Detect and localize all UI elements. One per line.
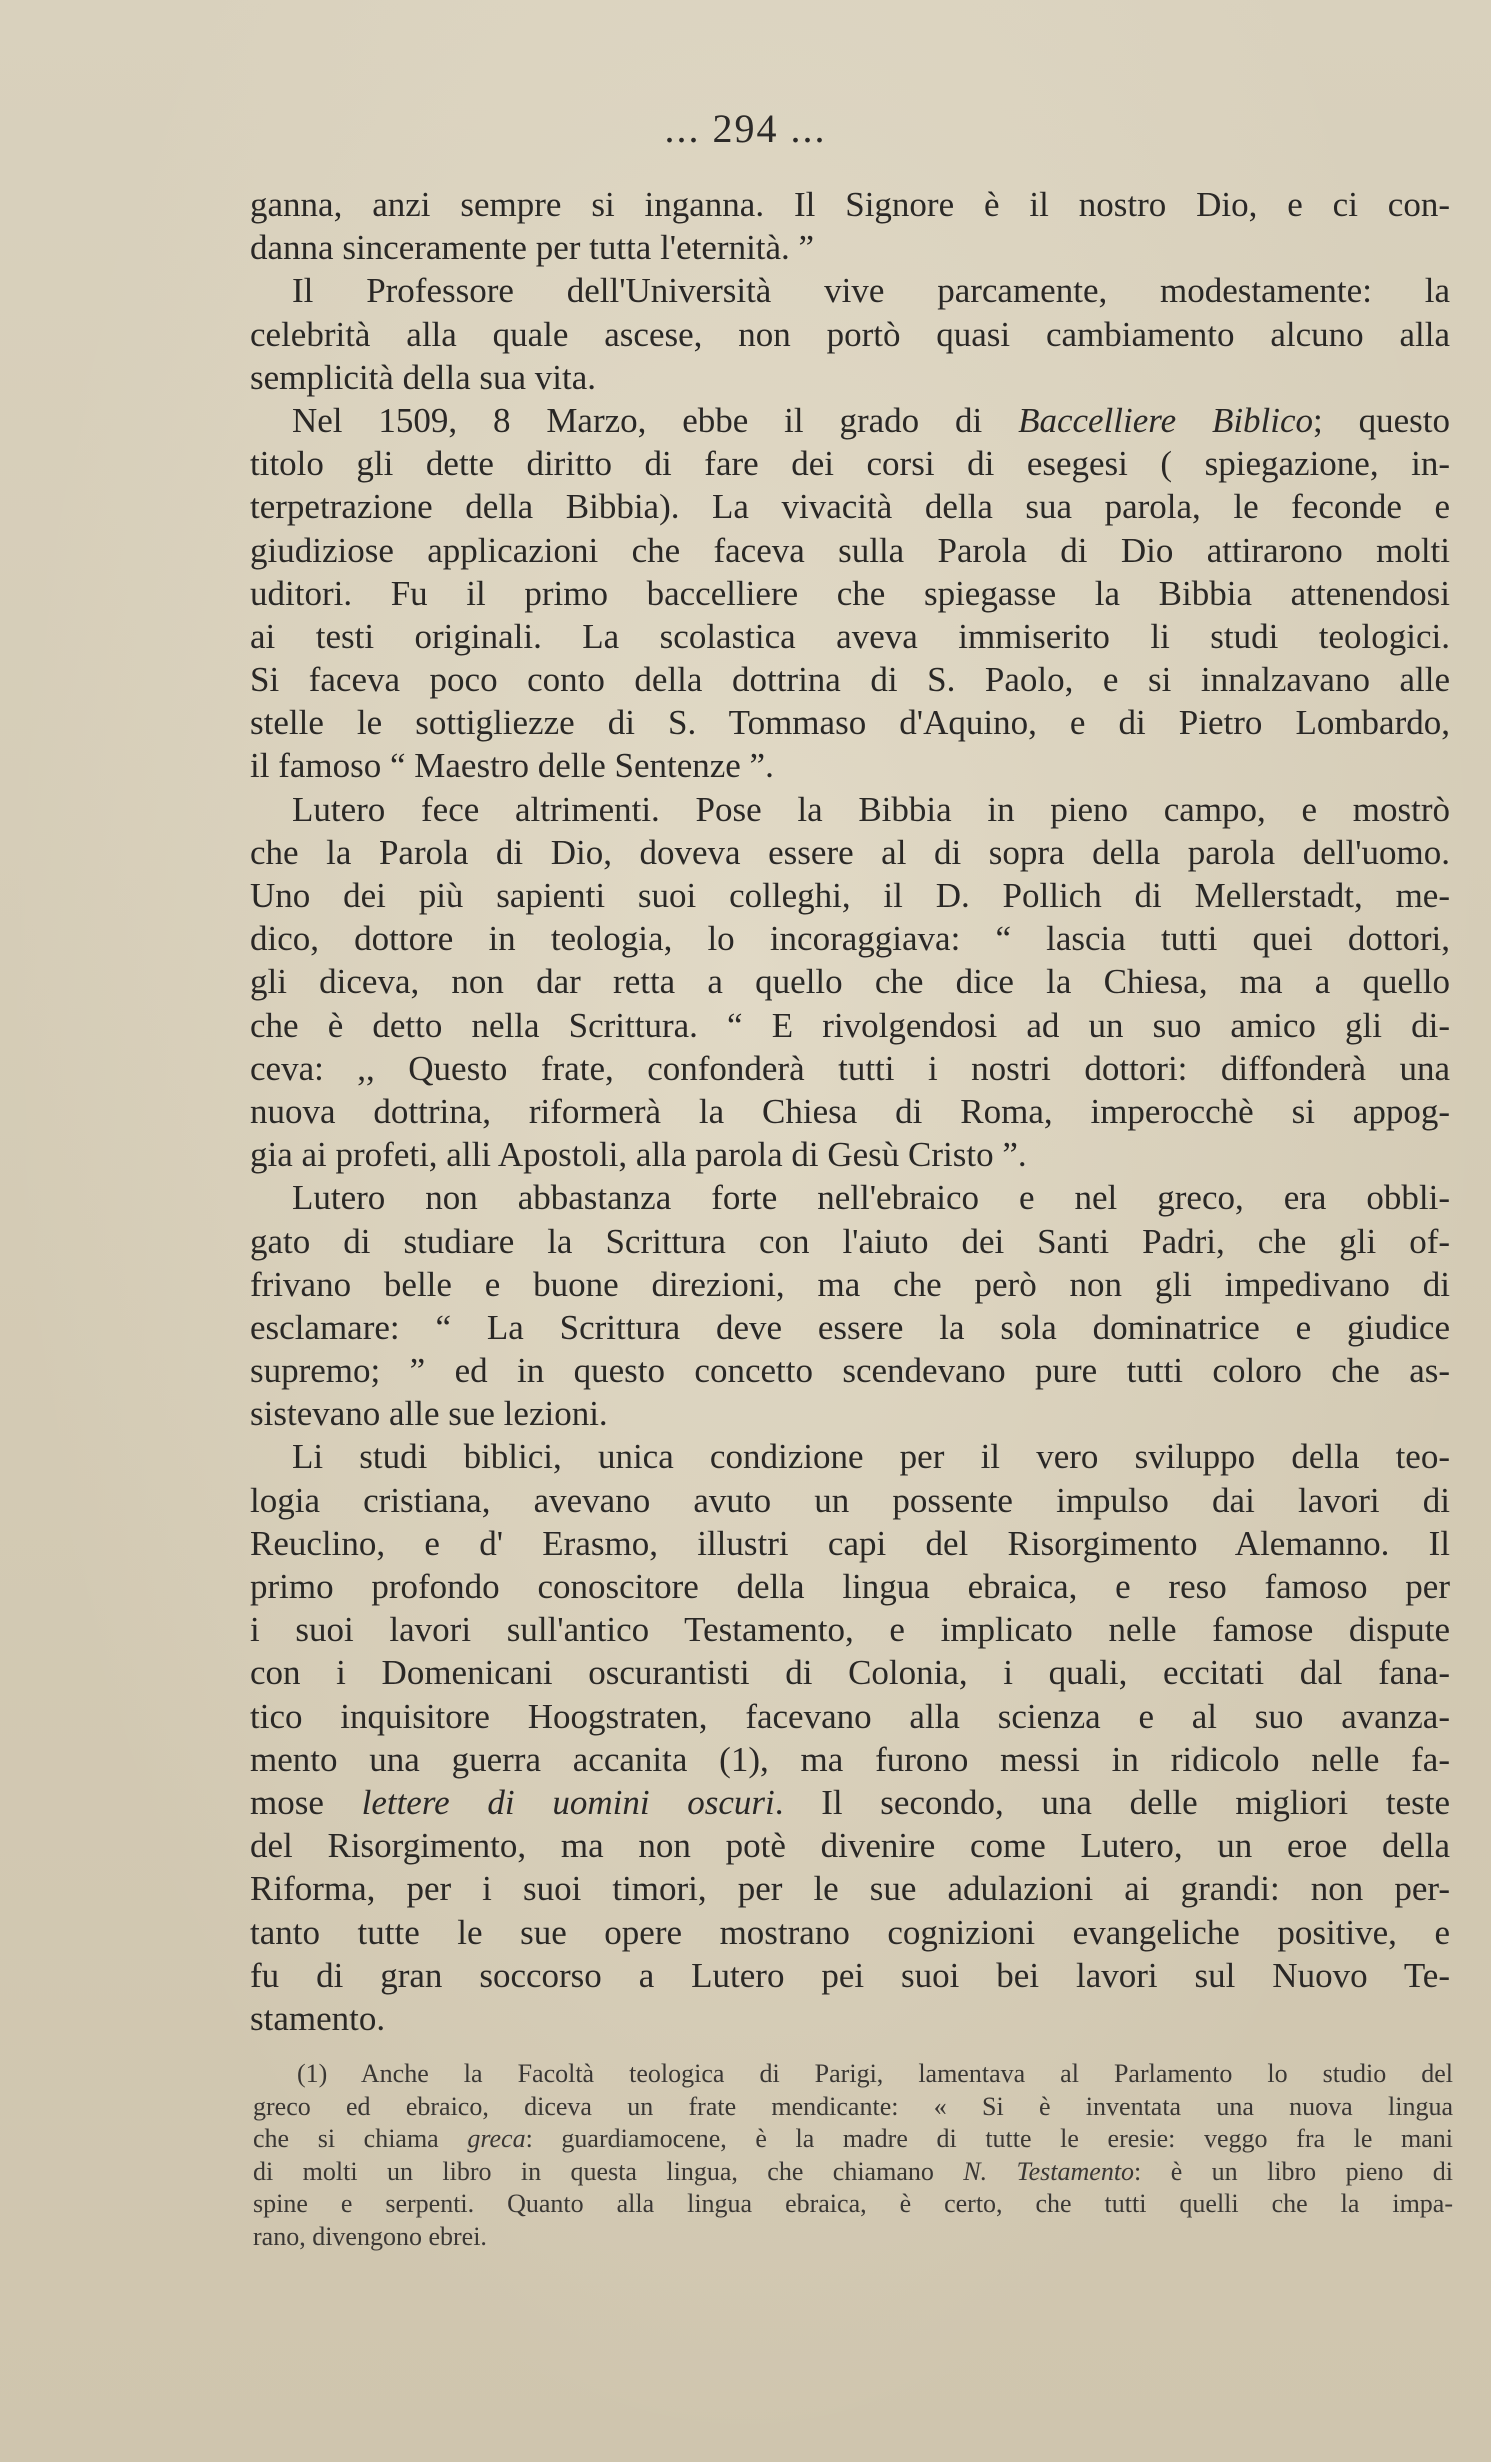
text-line: terpetrazione della Bibbia). La vivacità della sua parola, le feconde e	[250, 487, 1450, 527]
text-line-lettere: mose lettere di uomini oscuri. Il secondo, una delle migliori teste	[250, 1782, 1450, 1822]
text-line: stamento.	[250, 1998, 386, 2038]
text-line: titolo gli dette diritto di fare dei corsi di esegesi ( spiegazione, in-	[250, 444, 1450, 484]
text-line: danna sinceramente per tutta l'eternità. ”	[250, 228, 815, 268]
text-line: Li studi biblici, unica condizione per il vero sviluppo della teo-	[292, 1437, 1450, 1477]
text-line: Il Professore dell'Università vive parcamente, modestamente: la	[292, 271, 1450, 311]
footnote-line: rano, divengono ebrei.	[253, 2221, 487, 2251]
text-line: gia ai profeti, alli Apostoli, alla parola di Gesù Cristo ”.	[250, 1135, 1027, 1175]
text-line: Uno dei più sapienti suoi colleghi, il D. Pollich di Mellerstadt, me-	[250, 876, 1450, 915]
text-line: Si faceva poco conto della dottrina di S. Paolo, e si innalzavano alle	[250, 660, 1450, 700]
text-line: frivano belle e buone direzioni, ma che però non gli impedivano di	[250, 1264, 1450, 1304]
text-line: dico, dottore in teologia, lo incoraggiava: “ lascia tutti quei dottori,	[250, 919, 1450, 959]
text-line: mento una guerra accanita (1), ma furono messi in ridicolo nelle fa-	[250, 1739, 1450, 1779]
text-line: ganna, anzi sempre si inganna. Il Signore è il nostro Dio, e ci con-	[250, 185, 1450, 224]
text-line: gli diceva, non dar retta a quello che dice la Chiesa, ma a quello	[250, 962, 1450, 1002]
text-line: giudiziose applicazioni che faceva sulla Parola di Dio attirarono molti	[250, 530, 1450, 570]
footnote-line: greco ed ebraico, diceva un frate mendicante: « Si è inventata una nuova lingua	[253, 2091, 1453, 2121]
text-line: che la Parola di Dio, doveva essere al di sopra della parola dell'uomo.	[250, 832, 1450, 872]
text-line: i suoi lavori sull'antico Testamento, e implicato nelle famose dispute	[250, 1610, 1450, 1650]
text-line: stelle le sottigliezze di S. Tommaso d'Aquino, e di Pietro Lombardo,	[250, 703, 1450, 743]
text-line: Reuclino, e d' Erasmo, illustri capi del Risorgimento Alemanno. Il	[250, 1523, 1450, 1563]
text-line: il famoso “ Maestro delle Sentenze ”.	[250, 746, 774, 786]
text-line: che è detto nella Scrittura. “ E rivolgendosi ad un suo amico gli di-	[250, 1005, 1450, 1045]
text-line: con i Domenicani oscurantisti di Colonia, i quali, eccitati dal fana-	[250, 1653, 1450, 1693]
footnote-line: spine e serpenti. Quanto alla lingua ebraica, è certo, che tutti quelli che la impa-	[253, 2189, 1453, 2218]
body-text	[250, 183, 1450, 2040]
text-line: ai testi originali. La scolastica aveva immiserito li studi teologici.	[250, 616, 1450, 656]
text-line: fu di gran soccorso a Lutero pei suoi bei lavori sul Nuovo Te-	[250, 1955, 1450, 1995]
text-line: Lutero non abbastanza forte nell'ebraico e nel greco, era obbli-	[292, 1178, 1450, 1218]
text-line: tico inquisitore Hoogstraten, facevano alla scienza e al suo avanza-	[250, 1696, 1450, 1736]
text-line: gato di studiare la Scrittura con l'aiuto dei Santi Padri, che gli of-	[250, 1221, 1450, 1261]
text-line: del Risorgimento, ma non potè divenire come Lutero, un eroe della	[250, 1826, 1450, 1866]
footnote	[253, 2058, 1453, 2253]
text-line: logia cristiana, avevano avuto un possente impulso dai lavori di	[250, 1480, 1450, 1520]
page-number-header: ... 294 ...	[664, 106, 827, 151]
text-line: tanto tutte le sue opere mostrano cognizioni evangeliche positive, e	[250, 1912, 1450, 1952]
text-line: semplicità della sua vita.	[250, 357, 597, 397]
footnote-line-testamento: di molti un libro in questa lingua, che chiamano N. Testamento: è un libro pieno di	[253, 2156, 1453, 2186]
footnote-line-greca: che si chiama greca: guardiamocene, è la madre di tutte le eresie: veggo fra le mani	[253, 2124, 1454, 2153]
text-line: ceva: ,, Questo frate, confonderà tutti i nostri dottori: diffonderà una	[250, 1048, 1450, 1088]
text-line: uditori. Fu il primo baccelliere che spiegasse la Bibbia attenendosi	[250, 573, 1450, 613]
text-line: Lutero fece altrimenti. Pose la Bibbia in pieno campo, e mostrò	[292, 789, 1450, 829]
text-line: nuova dottrina, riformerà la Chiesa di Roma, imperocchè si appog-	[250, 1091, 1450, 1131]
text-line: sistevano alle sue lezioni.	[250, 1394, 608, 1434]
text-line: supremo; ” ed in questo concetto scendevano pure tutti coloro che as-	[250, 1351, 1450, 1391]
text-line: primo profondo conoscitore della lingua ebraica, e reso famoso per	[250, 1567, 1450, 1606]
footnote-line: (1) Anche la Facoltà teologica di Parigi, lamentava al Parlamento lo studio del	[297, 2059, 1453, 2088]
text-line: celebrità alla quale ascese, non portò quasi cambiamento alcuno alla	[250, 314, 1450, 354]
text-line: esclamare: “ La Scrittura deve essere la sola dominatrice e giudice	[250, 1307, 1450, 1347]
text-line-baccelliere: Nel 1509, 8 Marzo, ebbe il grado di Baccelliere Biblico; questo	[292, 400, 1450, 440]
text-line: Riforma, per i suoi timori, per le sue adulazioni ai grandi: non per-	[250, 1869, 1450, 1909]
